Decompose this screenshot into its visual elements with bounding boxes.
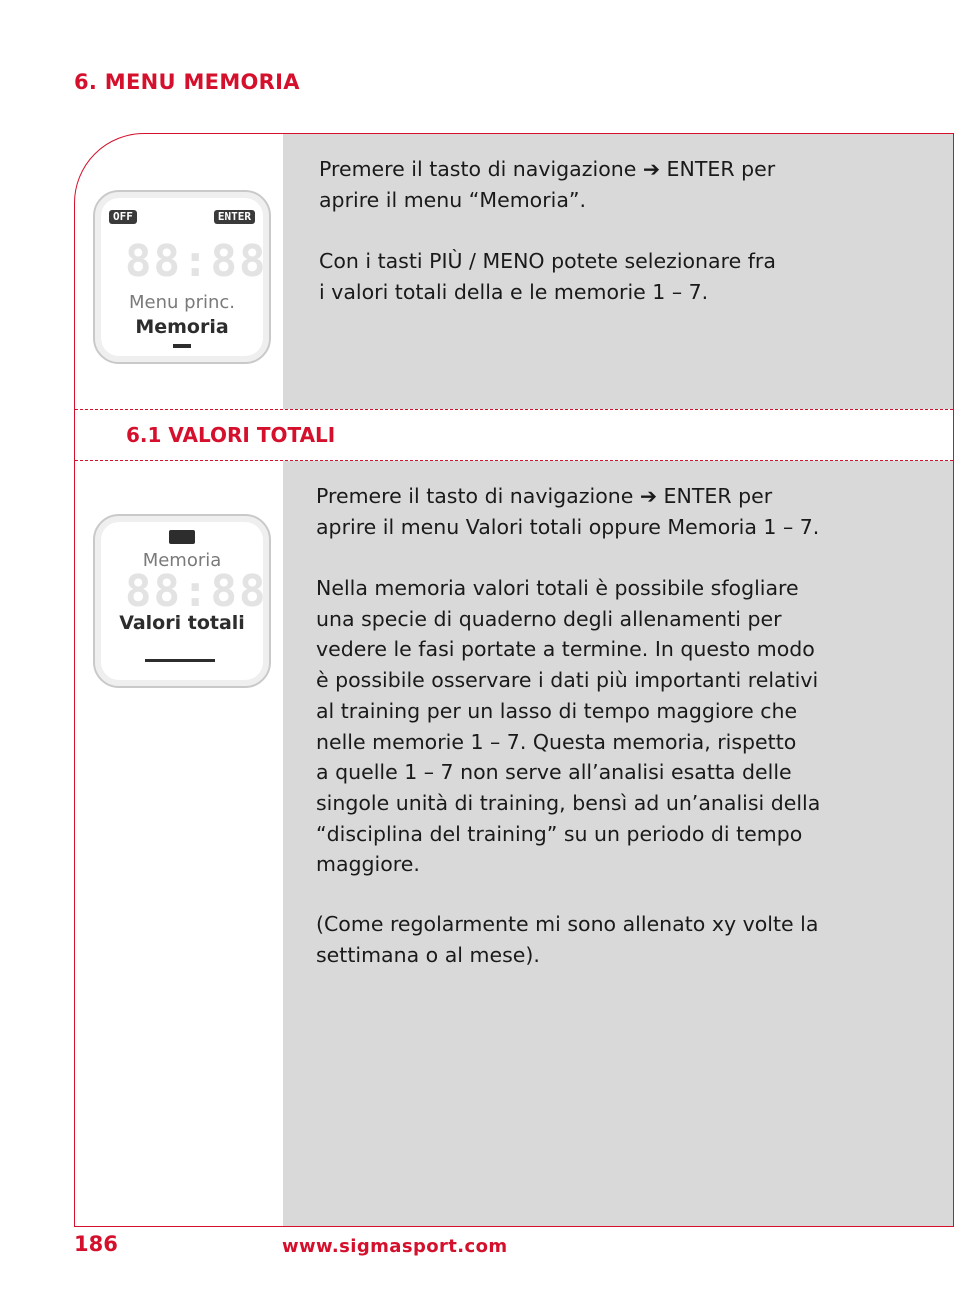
display-tag-enter: ENTER: [214, 210, 255, 224]
display-line-menu: Menu princ.: [129, 292, 235, 313]
display-progress-icon: [145, 659, 215, 662]
content-frame: [74, 133, 954, 1227]
block2-paragraph-1: Premere il tasto di navigazione ➔ ENTER per aprire il menu Valori totali oppure Memoria 1 – 7.: [316, 484, 820, 539]
display-digits: 88:88: [125, 236, 268, 287]
display-digits: 88:88: [125, 566, 268, 617]
display-battery-icon: [169, 530, 195, 544]
block1-paragraph-1: Premere il tasto di navigazione ➔ ENTER per aprire il menu “Memoria”.: [319, 157, 776, 212]
subsection-band: [75, 409, 953, 461]
device-display-memoria: [93, 190, 271, 364]
display-tag-off: OFF: [109, 210, 137, 224]
display-line-memoria: Memoria: [135, 316, 229, 338]
block1-paragraph-2: Con i tasti PIÙ / MENO potete selezionare fra i valori totali della e le memorie 1 – 7.: [319, 249, 776, 304]
display-indicator-icon: [173, 344, 191, 348]
block2-paragraph-3: (Come regolarmente mi sono allenato xy volte la settimana o al mese).: [316, 912, 819, 967]
display-line-memoria: Memoria: [142, 550, 222, 571]
subsection-title: 6.1 VALORI TOTALI: [126, 423, 336, 447]
section-title: 6. MENU MEMORIA: [74, 70, 300, 94]
block2-paragraph-2: Nella memoria valori totali è possibile sfogliare una specie di quaderno degli allenamenti per vedere le fasi portate a termine. In questo modo è possibile osservare i dati più importanti relativi al training per un lasso di tempo maggiore che nelle memorie 1 – 7. Questa memoria, rispetto a quelle 1 – 7 non serve all’analisi esatta delle singole unità di training, bensì ad un’analisi della “disciplina del training” su un periodo di tempo maggiore.: [316, 576, 821, 877]
device-display-valori-totali: [93, 514, 271, 688]
display-line-valori-totali: Valori totali: [119, 612, 245, 634]
page-number: 186: [74, 1232, 118, 1256]
footer-url: www.sigmasport.com: [282, 1236, 508, 1257]
